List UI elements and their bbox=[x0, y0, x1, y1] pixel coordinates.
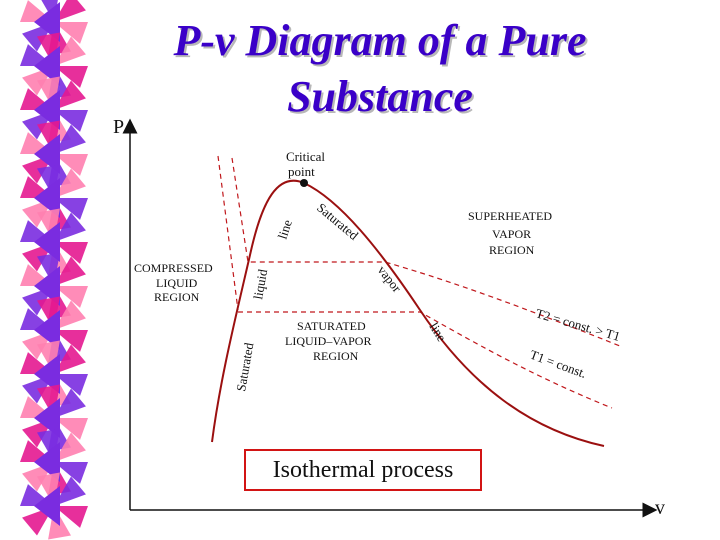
isotherm-t1-label: T1 = const. bbox=[527, 346, 589, 381]
mixture-region-label-3: REGION bbox=[313, 349, 359, 363]
compressed-region-label-1: COMPRESSED bbox=[134, 261, 213, 275]
sat-liquid-label-saturated: Saturated bbox=[233, 341, 257, 393]
sat-liquid-label-line: line bbox=[274, 217, 295, 241]
isothermal-process-caption-box bbox=[244, 449, 482, 491]
critical-point-label-1: Critical bbox=[286, 149, 325, 164]
sat-vapor-label-line: line bbox=[426, 319, 450, 345]
superheated-region-label-2: VAPOR bbox=[492, 227, 532, 241]
sat-vapor-label-saturated: Saturated bbox=[314, 199, 362, 243]
superheated-region-label-1: SUPERHEATED bbox=[468, 209, 553, 223]
slide-title-line-2: Substance bbox=[287, 72, 473, 121]
isotherm-t2-label: T2 = const. > T1 bbox=[534, 305, 622, 344]
critical-point-marker bbox=[300, 179, 308, 187]
x-axis-label: v bbox=[655, 497, 665, 519]
compressed-region-label-3: REGION bbox=[154, 290, 200, 304]
sat-vapor-label-vapor: vapor bbox=[374, 262, 405, 296]
mixture-region-label-1: SATURATED bbox=[297, 319, 366, 333]
y-axis-label: P bbox=[113, 116, 125, 138]
mixture-region-label-2: LIQUID–VAPOR bbox=[285, 334, 372, 348]
compressed-region-label-2: LIQUID bbox=[156, 276, 198, 290]
isothermal-process-caption: Isothermal process bbox=[272, 456, 454, 483]
superheated-region-label-3: REGION bbox=[489, 243, 535, 257]
critical-point-label-2: point bbox=[288, 164, 315, 179]
sat-liquid-label-liquid: liquid bbox=[250, 268, 271, 301]
slide-title: P-v Diagram of a Pure bbox=[173, 16, 587, 65]
